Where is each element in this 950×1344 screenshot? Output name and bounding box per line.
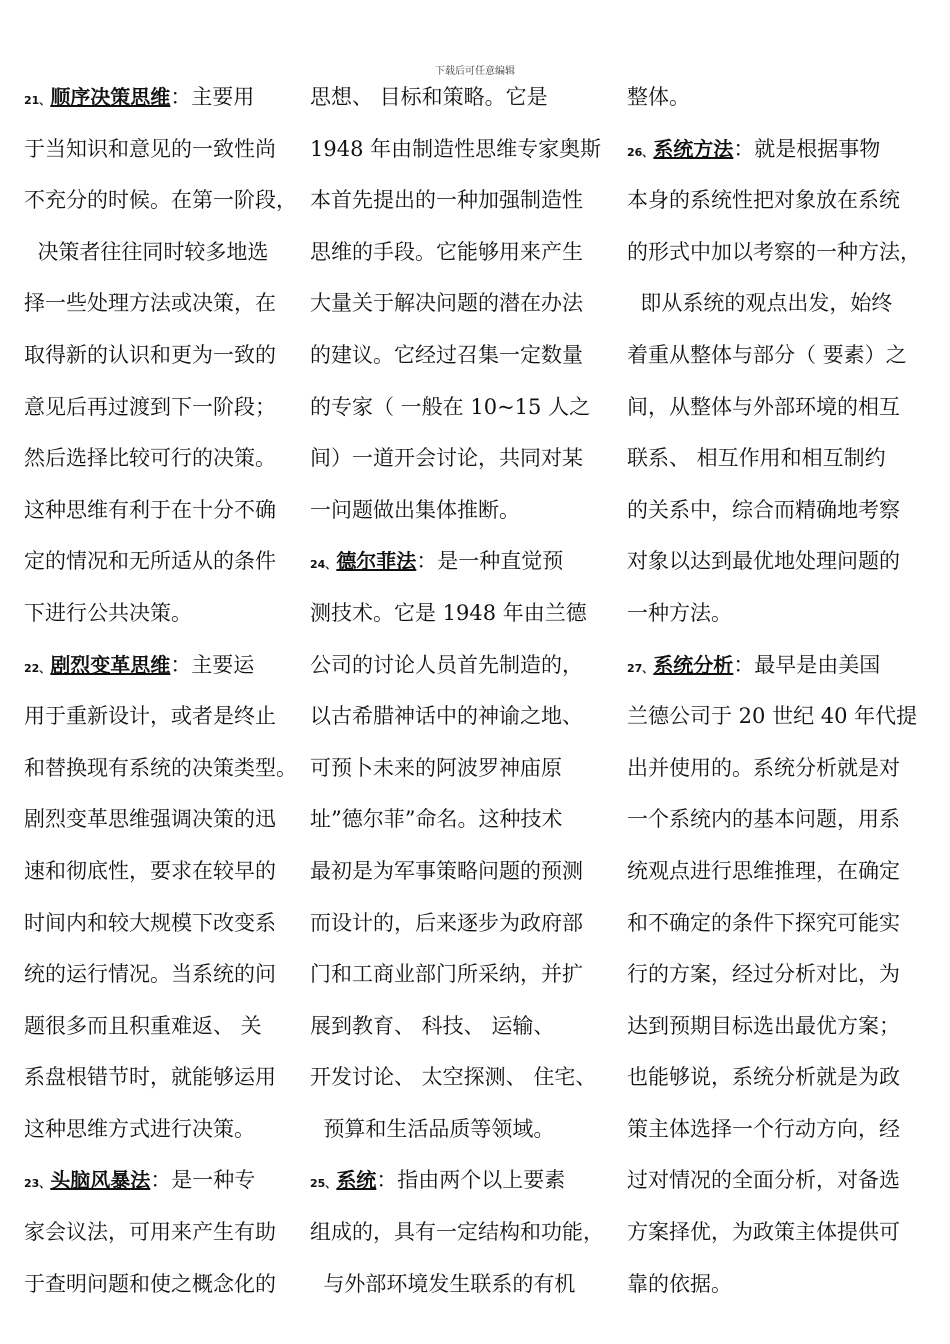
line-text: 和不确定的条件下探究可能实 [627,910,900,935]
line-text: 策主体选择一个行动方向，经 [627,1116,900,1141]
line-text: 题很多而且积重难返、 关 [24,1013,262,1038]
text-line [627,72,917,124]
entry-heading-line [24,1155,314,1207]
line-text: 的建议。它经过召集一定数量 [310,342,583,367]
line-text: 公司的讨论人员首先制造的， [310,652,583,677]
text-line [627,536,917,588]
text-line [24,227,314,279]
entry-heading-line [627,124,917,176]
line-text: 可预卜未来的阿波罗神庙原 [310,755,562,780]
text-line [24,124,314,176]
text-line [627,278,917,330]
text-column-2 [310,72,604,1310]
text-line [310,949,600,1001]
text-line [627,691,917,743]
text-line [627,1207,917,1259]
text-line [627,1104,917,1156]
entry-term: 系统分析 [653,652,734,677]
entry-term: 系统方法 [653,136,734,161]
text-line [627,175,917,227]
entry-number: 24、 [310,558,337,572]
line-text: 整体。 [627,85,690,109]
line-text: 择一些处理方法或决策，在 [24,291,276,316]
text-line [627,1052,917,1104]
text-line [627,485,917,537]
text-line [310,485,600,537]
text-line [310,846,600,898]
text-line [310,640,600,692]
entry-heading-line [627,640,917,692]
line-text: 开发讨论、 太空探测、 住宅、 [310,1065,597,1090]
text-line [627,743,917,795]
line-text: ：就是根据事物 [733,136,881,161]
line-text: 一问题做出集体推断。 [310,497,520,522]
line-text: 家会议法，可用来产生有助 [24,1220,276,1245]
text-line [627,898,917,950]
line-text: 然后选择比较可行的决策。 [24,446,276,471]
line-text: 址”德尔菲”命名。这种技术 [310,807,563,832]
line-text: 这种思维方式进行决策。 [24,1116,255,1141]
text-line [627,794,917,846]
line-text: 的关系中，综合而精确地考察 [627,497,900,522]
entry-term: 顺序决策思维 [50,85,171,109]
line-text: 间）一道开会讨论，共同对某 [310,446,583,471]
text-line [627,227,921,279]
line-text: 下进行公共决策。 [24,600,192,625]
line-text: 最初是为军事策略问题的预测 [310,858,583,883]
entry-number: 26、 [627,145,654,159]
text-line [310,588,600,640]
text-line [24,485,314,537]
line-text: 对象以达到最优地处理问题的 [627,549,900,574]
text-line [627,846,917,898]
text-line [24,691,314,743]
text-column-3 [627,72,921,1310]
text-line [24,175,314,227]
entry-term: 系统 [336,1168,377,1193]
text-line [24,1001,314,1053]
line-text: 决策者往往同时较多地选 [24,239,269,264]
line-text: 统观点进行思维推理，在确定 [627,858,900,883]
text-line [310,743,600,795]
text-line [24,794,314,846]
line-text: 间，从整体与外部环境的相互 [627,394,900,419]
line-text: ：是一种专 [150,1168,256,1193]
text-line [310,1001,600,1053]
text-line [310,175,600,227]
text-line [24,1259,314,1311]
line-text: 联系、 相互作用和相互制约 [627,446,886,471]
text-line [310,72,600,124]
text-line [24,1104,314,1156]
text-line [24,949,314,1001]
text-line [627,949,917,1001]
text-line [310,1207,604,1259]
line-text: 这种思维有利于在十分不确 [24,497,276,522]
line-text: 展到教育、 科技、 运输、 [310,1013,555,1038]
line-text: 的形式中加以考察的一种方法， [627,239,921,264]
line-text: 以古希腊神话中的神谕之地、 [310,704,583,729]
line-text: 系盘根错节时，就能够运用 [24,1065,276,1090]
line-text: 用于重新设计，或者是终止 [24,704,276,729]
entry-number: 21、 [24,94,51,107]
line-text: 门和工商业部门所采纳，并扩 [310,962,583,987]
line-text: 也能够说，系统分析就是为政 [627,1065,900,1090]
line-text: 一个系统内的基本问题，用系 [627,807,900,832]
text-line [24,1207,314,1259]
line-text: 测技术。它是 1948 年由兰德 [310,600,587,625]
text-line [310,691,600,743]
line-text: ：是一种直觉预 [416,549,564,574]
line-text: 1948 年由制造性思维专家奥斯 [310,136,602,161]
text-line [627,1259,917,1311]
line-text: 的专家（ 一般在 10~15 人之 [310,394,591,419]
text-line [24,330,314,382]
line-text: 出并使用的。系统分析就是对 [627,755,900,780]
line-text: 兰德公司于 20 世纪 40 年代提 [627,704,918,729]
text-line [310,1104,600,1156]
text-line [627,1001,917,1053]
entry-heading-line [24,640,314,692]
text-line [310,227,600,279]
line-text: ：主要用 [170,85,255,109]
entry-heading-line [310,536,600,588]
entry-heading-line [310,1155,600,1207]
text-line [310,124,600,176]
line-text: ：指由两个以上要素 [376,1168,566,1193]
line-text: 统的运行情况。当系统的问 [24,962,276,987]
text-line [24,382,314,434]
line-text: 思维的手段。它能够用来产生 [310,239,583,264]
line-text: 于查明问题和使之概念化的 [24,1271,276,1296]
text-line [627,588,917,640]
line-text: 过对情况的全面分析，对备选 [627,1168,900,1193]
line-text: 与外部环境发生联系的有机 [310,1271,576,1296]
text-line [310,330,600,382]
line-text: 定的情况和无所适从的条件 [24,549,276,574]
entry-number: 22、 [24,661,51,675]
text-line [24,536,314,588]
line-text: 速和彻底性，要求在较早的 [24,858,276,883]
line-text: 达到预期目标选出最优方案； [627,1013,900,1038]
line-text: 大量关于解决问题的潜在办法 [310,291,583,316]
text-line [627,1155,917,1207]
text-line [24,743,314,795]
line-text: 一种方法。 [627,600,732,625]
text-line [310,433,600,485]
line-text: 着重从整体与部分（ 要素）之 [627,342,907,367]
text-line [24,278,314,330]
line-text: 取得新的认识和更为一致的 [24,342,276,367]
line-text: ：最早是由美国 [733,652,881,677]
entry-term: 德尔菲法 [336,549,417,574]
text-line [310,278,600,330]
text-line [627,382,917,434]
entry-heading-line [24,72,314,124]
text-line [24,898,314,950]
entry-number: 25、 [310,1177,337,1191]
text-line [310,1052,600,1104]
text-line [310,382,600,434]
line-text: 思想、 目标和策略。它是 [310,85,548,109]
text-line [24,433,314,485]
text-line [310,794,600,846]
line-text: 和替换现有系统的决策类型。 [24,755,297,780]
text-line [310,898,600,950]
line-text: 于当知识和意见的一致性尚 [24,136,276,161]
entry-term: 头脑风暴法 [50,1168,151,1193]
entry-term: 剧烈变革思维 [50,652,171,677]
line-text: 方案择优，为政策主体提供可 [627,1220,900,1245]
line-text: 时间内和较大规模下改变系 [24,910,276,935]
line-text: 组成的，具有一定结构和功能， [310,1220,604,1245]
text-line [627,433,917,485]
entry-number: 23、 [24,1177,51,1191]
text-line [310,1259,600,1311]
text-line [24,1052,314,1104]
text-line [24,846,314,898]
line-text: 剧烈变革思维强调决策的迅 [24,807,276,832]
line-text: 而设计的，后来逐步为政府部 [310,910,583,935]
entry-number: 27、 [627,661,654,675]
line-text: 即从系统的观点出发，始终 [627,291,893,316]
text-column-1 [24,72,314,1310]
page-header-note: 下载后可任意编辑 [435,66,515,77]
text-line [627,330,917,382]
line-text: 意见后再过渡到下一阶段； [24,394,276,419]
text-line [24,588,314,640]
line-text: 预算和生活品质等领域。 [310,1116,555,1141]
line-text: ：主要运 [170,652,255,677]
line-text: 本身的系统性把对象放在系统 [627,188,900,213]
line-text: 本首先提出的一种加强制造性 [310,188,583,213]
line-text: 不充分的时候。在第一阶段， [24,188,297,213]
line-text: 行的方案，经过分析对比，为 [627,962,900,987]
line-text: 靠的依据。 [627,1271,732,1296]
